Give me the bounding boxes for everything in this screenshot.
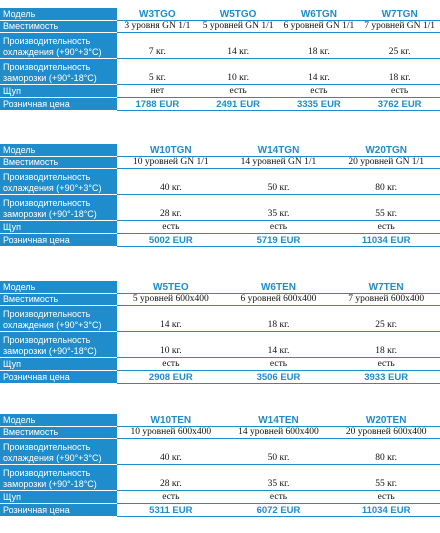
freezing-value: 28 кг.: [117, 464, 225, 490]
row-model: [0, 281, 440, 293]
label-probe: Щуп: [0, 220, 117, 233]
capacity-value: 5 уровней 600x400: [117, 293, 225, 305]
row-cooling: [0, 32, 440, 58]
row-cooling: [0, 305, 440, 331]
model-name: W14TGN: [225, 144, 333, 156]
price-value: 5311 EUR: [117, 503, 225, 516]
probe-value: есть: [117, 490, 225, 503]
cooling-value: 7 кг.: [117, 32, 198, 58]
label-probe: Щуп: [0, 357, 117, 370]
probe-value: есть: [117, 220, 225, 233]
row-price: [0, 97, 440, 110]
freezing-value: 55 кг.: [332, 464, 440, 490]
label-model: Модель: [0, 8, 117, 20]
row-freezing: [0, 58, 440, 84]
price-value: 6072 EUR: [225, 503, 333, 516]
price-value: 1788 EUR: [117, 97, 198, 110]
probe-value: есть: [359, 84, 440, 97]
model-name: W10TGN: [117, 144, 225, 156]
label-freezing-line1: Производительность: [3, 467, 91, 478]
price-value: 3506 EUR: [225, 370, 333, 383]
capacity-value: 20 уровней 600x400: [332, 426, 440, 438]
cooling-value: 14 кг.: [198, 32, 279, 58]
cooling-value: 80 кг.: [332, 168, 440, 194]
spec-table-1: [0, 8, 440, 111]
price-value: 5002 EUR: [117, 233, 225, 246]
probe-value: есть: [117, 357, 225, 370]
row-model: [0, 144, 440, 156]
cooling-value: 25 кг.: [359, 32, 440, 58]
price-value: 11034 EUR: [332, 503, 440, 516]
price-value: 11034 EUR: [332, 233, 440, 246]
capacity-value: 14 уровней 600x400: [225, 426, 333, 438]
spec-table-2: [0, 144, 440, 247]
label-probe: Щуп: [0, 490, 117, 503]
label-cooling: [0, 32, 117, 58]
probe-value: есть: [225, 220, 333, 233]
row-capacity: [0, 293, 440, 305]
probe-value: есть: [225, 357, 333, 370]
row-freezing: [0, 331, 440, 357]
probe-value: есть: [225, 490, 333, 503]
price-value: 2491 EUR: [198, 97, 279, 110]
label-capacity: Вместимость: [0, 293, 117, 305]
capacity-value: 7 уровней GN 1/1: [359, 20, 440, 32]
capacity-value: 10 уровней GN 1/1: [117, 156, 225, 168]
capacity-value: 10 уровней 600x400: [117, 426, 225, 438]
label-freezing-line2: заморозки (+90°-18°C): [3, 345, 97, 356]
freezing-value: 55 кг.: [332, 194, 440, 220]
row-capacity: [0, 20, 440, 32]
capacity-value: 6 уровней 600x400: [225, 293, 333, 305]
price-value: 3335 EUR: [279, 97, 360, 110]
cooling-value: 40 кг.: [117, 168, 225, 194]
row-price: [0, 370, 440, 383]
probe-value: есть: [279, 84, 360, 97]
label-model: Модель: [0, 281, 117, 293]
model-name: W7TGN: [359, 8, 440, 20]
row-freezing: [0, 194, 440, 220]
label-model: Модель: [0, 144, 117, 156]
row-model: [0, 414, 440, 426]
capacity-value: 20 уровней GN 1/1: [332, 156, 440, 168]
row-model: [0, 8, 440, 20]
freezing-value: 18 кг.: [359, 58, 440, 84]
probe-value: есть: [332, 220, 440, 233]
cooling-value: 18 кг.: [279, 32, 360, 58]
label-cooling-line1: Производительность: [3, 308, 91, 319]
label-freezing-line1: Производительность: [3, 197, 91, 208]
freezing-value: 10 кг.: [117, 331, 225, 357]
model-name: W6TGN: [279, 8, 360, 20]
probe-value: нет: [117, 84, 198, 97]
label-freezing-line1: Производительность: [3, 334, 91, 345]
model-name: W5TEO: [117, 281, 225, 293]
freezing-value: 14 кг.: [225, 331, 333, 357]
label-capacity: Вместимость: [0, 156, 117, 168]
capacity-value: 5 уровней GN 1/1: [198, 20, 279, 32]
cooling-value: 14 кг.: [117, 305, 225, 331]
label-capacity: Вместимость: [0, 426, 117, 438]
label-cooling: [0, 305, 117, 331]
probe-value: есть: [198, 84, 279, 97]
label-freezing-line2: заморозки (+90°-18°C): [3, 72, 97, 83]
label-freezing: [0, 58, 117, 84]
price-value: 2908 EUR: [117, 370, 225, 383]
model-name: W20TGN: [332, 144, 440, 156]
cooling-value: 80 кг.: [332, 438, 440, 464]
model-name: W14TEN: [225, 414, 333, 426]
price-value: 3762 EUR: [359, 97, 440, 110]
cooling-value: 25 кг.: [332, 305, 440, 331]
freezing-value: 14 кг.: [279, 58, 360, 84]
row-probe: [0, 357, 440, 370]
label-cooling: [0, 438, 117, 464]
row-cooling: [0, 438, 440, 464]
label-price: Розничная цена: [0, 97, 117, 110]
label-price: Розничная цена: [0, 233, 117, 246]
label-model: Модель: [0, 414, 117, 426]
label-probe: Щуп: [0, 84, 117, 97]
cooling-value: 50 кг.: [225, 168, 333, 194]
label-cooling-line2: охлаждения (+90°+3°C): [3, 182, 102, 193]
label-freezing: [0, 464, 117, 490]
label-price: Розничная цена: [0, 503, 117, 516]
cooling-value: 40 кг.: [117, 438, 225, 464]
label-freezing-line2: заморозки (+90°-18°C): [3, 208, 97, 219]
cooling-value: 50 кг.: [225, 438, 333, 464]
row-price: [0, 233, 440, 246]
model-name: W6TEN: [225, 281, 333, 293]
model-name: W3TGO: [117, 8, 198, 20]
label-freezing: [0, 331, 117, 357]
capacity-value: 7 уровней 600x400: [332, 293, 440, 305]
freezing-value: 35 кг.: [225, 194, 333, 220]
model-name: W20TEN: [332, 414, 440, 426]
probe-value: есть: [332, 490, 440, 503]
label-cooling-line2: охлаждения (+90°+3°C): [3, 319, 102, 330]
label-price: Розничная цена: [0, 370, 117, 383]
row-price: [0, 503, 440, 516]
label-cooling-line1: Производительность: [3, 441, 91, 452]
price-value: 3933 EUR: [332, 370, 440, 383]
row-cooling: [0, 168, 440, 194]
row-capacity: [0, 156, 440, 168]
label-freezing: [0, 194, 117, 220]
cooling-value: 18 кг.: [225, 305, 333, 331]
model-name: W5TGO: [198, 8, 279, 20]
label-cooling-line2: охлаждения (+90°+3°C): [3, 452, 102, 463]
label-freezing-line2: заморозки (+90°-18°C): [3, 478, 97, 489]
label-cooling-line1: Производительность: [3, 35, 91, 46]
capacity-value: 6 уровней GN 1/1: [279, 20, 360, 32]
capacity-value: 14 уровней GN 1/1: [225, 156, 333, 168]
label-cooling: [0, 168, 117, 194]
model-name: W7TEN: [332, 281, 440, 293]
model-name: W10TEN: [117, 414, 225, 426]
row-probe: [0, 84, 440, 97]
freezing-value: 5 кг.: [117, 58, 198, 84]
capacity-value: 3 уровня GN 1/1: [117, 20, 198, 32]
freezing-value: 35 кг.: [225, 464, 333, 490]
freezing-value: 18 кг.: [332, 331, 440, 357]
row-capacity: [0, 426, 440, 438]
label-cooling-line1: Производительность: [3, 171, 91, 182]
row-probe: [0, 220, 440, 233]
price-value: 5719 EUR: [225, 233, 333, 246]
label-cooling-line2: охлаждения (+90°+3°C): [3, 46, 102, 57]
row-freezing: [0, 464, 440, 490]
freezing-value: 28 кг.: [117, 194, 225, 220]
label-capacity: Вместимость: [0, 20, 117, 32]
spec-table-3: [0, 281, 440, 384]
probe-value: есть: [332, 357, 440, 370]
spec-table-4: [0, 414, 440, 517]
label-freezing-line1: Производительность: [3, 61, 91, 72]
row-probe: [0, 490, 440, 503]
freezing-value: 10 кг.: [198, 58, 279, 84]
